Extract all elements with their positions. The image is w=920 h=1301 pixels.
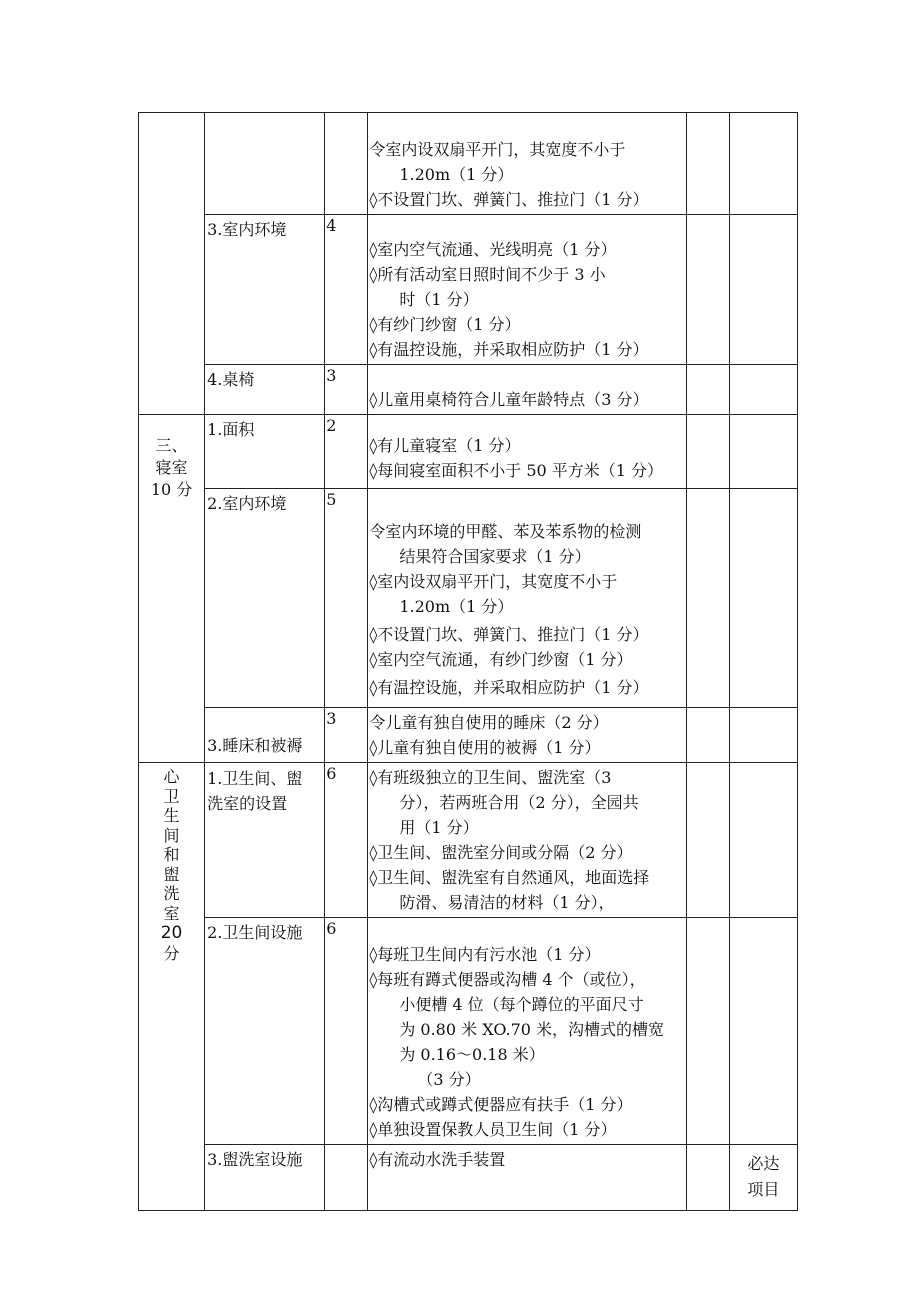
criteria-cell — [368, 489, 686, 708]
remark-cell — [729, 113, 797, 215]
criteria-line: ◊室内空气流通，有纱门纱窗（1 分） — [369, 650, 633, 669]
criteria-line: ◊室内设双扇平开门，其宽度不小于 — [369, 572, 618, 591]
criteria-cell — [368, 415, 686, 489]
category-char: 和 — [163, 845, 180, 864]
table-row — [139, 113, 798, 215]
criteria-line: ◊不设置门坎、弹簧门、推拉门（1 分） — [369, 625, 649, 644]
item-name: 2.卫生间设施 — [205, 918, 325, 1145]
criteria-line: ◊沟槽式或蹲式便器应有扶手（1 分） — [369, 1095, 633, 1114]
table-row — [139, 918, 798, 1145]
criteria-line: ◊有班级独立的卫生间、盥洗室（3 — [369, 768, 612, 787]
actual-score-cell — [686, 918, 729, 1145]
category-score-unit: 分 — [163, 944, 180, 963]
category-bedroom — [139, 415, 205, 763]
actual-score-cell — [686, 365, 729, 415]
criteria-line: 小便槽 4 位（每个蹲位的平面尺寸 — [399, 995, 644, 1014]
item-score — [325, 1145, 368, 1211]
category-score: 10 分 — [150, 480, 193, 499]
category-score: 20 — [160, 923, 183, 943]
remark-cell — [729, 489, 797, 708]
criteria-line: 为 0.80 米 XO.70 米，沟槽式的槽宽 — [399, 1020, 665, 1039]
criteria-line: 令儿童有独自使用的睡床（2 分） — [369, 713, 609, 732]
item-score: 3 — [325, 708, 368, 763]
actual-score-cell — [686, 215, 729, 365]
actual-score-cell — [686, 763, 729, 918]
category-char: 间 — [163, 825, 180, 845]
table-row — [139, 489, 798, 708]
category-char: 室 — [163, 903, 180, 923]
criteria-line: ◊卫生间、盥洗室分间或分隔（2 分） — [369, 843, 633, 862]
criteria-line: ◊卫生间、盥洗室有自然通风，地面选择 — [369, 868, 650, 887]
item-score: 4 — [325, 215, 368, 365]
actual-score-cell — [686, 489, 729, 708]
criteria-line: 令室内环境的甲醛、苯及苯系物的检测 — [369, 522, 642, 541]
criteria-line: ◊每班卫生间内有污水池（1 分） — [369, 945, 601, 964]
criteria-line: （3 分） — [417, 1070, 481, 1089]
remark-cell — [729, 708, 797, 763]
criteria-line: 时（1 分） — [399, 290, 479, 309]
evaluation-table — [138, 112, 798, 1211]
criteria-line: 1.20m（1 分） — [399, 165, 514, 184]
category-char: 盥 — [163, 864, 180, 884]
category-char: 卫 — [163, 786, 180, 806]
item-score: 2 — [325, 415, 368, 489]
criteria-line: ◊单独设置保教人员卫生间（1 分） — [369, 1120, 617, 1139]
criteria-line: ◊不设置门坎、弹簧门、推拉门（1 分） — [369, 190, 649, 209]
score-cell — [325, 113, 368, 215]
item-score: 3 — [325, 365, 368, 415]
item-score: 5 — [325, 489, 368, 708]
criteria-line: 1.20m（1 分） — [399, 597, 514, 616]
criteria-line: ◊有儿童寝室（1 分） — [369, 436, 521, 455]
actual-score-cell — [686, 1145, 729, 1211]
remark-cell — [729, 1145, 797, 1211]
criteria-line: 令室内设双扇平开门，其宽度不小于 — [369, 140, 626, 159]
remark-cell — [729, 415, 797, 489]
category-char: 洗 — [163, 884, 180, 903]
actual-score-cell — [686, 415, 729, 489]
item-name: 1.面积 — [205, 415, 325, 489]
criteria-cell — [368, 215, 686, 365]
table-row — [139, 215, 798, 365]
category-label: 寝室 — [155, 458, 188, 477]
criteria-line: ◊有纱门纱窗（1 分） — [369, 315, 521, 334]
item-name: 2.室内环境 — [205, 489, 325, 708]
criteria-cell — [368, 763, 686, 918]
table-row — [139, 708, 798, 763]
criteria-line: 分），若两班合用（2 分），全园共 — [399, 793, 639, 812]
item-name — [205, 763, 325, 918]
criteria-line: 用（1 分） — [399, 818, 479, 837]
remark-cell — [729, 763, 797, 918]
criteria-line: 为 0.16～0.18 米） — [399, 1045, 545, 1064]
criteria-line: ◊室内空气流通、光线明亮（1 分） — [369, 240, 617, 259]
category-char: 心 — [163, 767, 180, 786]
remark-cell — [729, 365, 797, 415]
criteria-line: ◊每班有蹲式便器或沟槽 4 个（或位）， — [369, 970, 646, 989]
item-name-line: 洗室的设置 — [207, 794, 288, 813]
criteria-line: ◊每间寝室面积不小于 50 平方米（1 分） — [369, 461, 664, 480]
actual-score-cell — [686, 113, 729, 215]
criteria-line: ◊儿童有独自使用的被褥（1 分） — [369, 738, 601, 757]
item-name-line: 1.卫生间、盥 — [207, 769, 303, 788]
category-toilet — [139, 763, 205, 1211]
item-name: 3.睡床和被褥 — [205, 708, 325, 763]
criteria-cell — [368, 918, 686, 1145]
item-name: 3.室内环境 — [205, 215, 325, 365]
remark-line: 项目 — [747, 1180, 780, 1199]
remark-cell — [729, 215, 797, 365]
actual-score-cell — [686, 708, 729, 763]
table-row — [139, 415, 798, 489]
criteria-line: 结果符合国家要求（1 分） — [399, 547, 591, 566]
remark-cell — [729, 918, 797, 1145]
table-row — [139, 763, 798, 918]
category-cell-continued — [139, 113, 205, 415]
criteria-cell — [368, 1145, 686, 1211]
category-char: 生 — [163, 806, 180, 825]
table-row — [139, 1145, 798, 1211]
item-name: 3.盥洗室设施 — [205, 1145, 325, 1211]
criteria-line: ◊有温控设施，并采取相应防护（1 分） — [369, 678, 649, 697]
item-score: 6 — [325, 918, 368, 1145]
criteria-line: ◊有温控设施，并采取相应防护（1 分） — [369, 340, 649, 359]
criteria-cell — [368, 365, 686, 415]
table-row — [139, 365, 798, 415]
remark-line: 必达 — [747, 1154, 780, 1173]
criteria-line: ◊所有活动室日照时间不少于 3 小 — [369, 265, 606, 284]
criteria-cell — [368, 113, 686, 215]
criteria-cell — [368, 708, 686, 763]
item-score: 6 — [325, 763, 368, 918]
item-cell — [205, 113, 325, 215]
item-name: 4.桌椅 — [205, 365, 325, 415]
category-label: 三、 — [155, 436, 188, 455]
criteria-line: 防滑、易清洁的材料（1 分）， — [399, 893, 615, 912]
criteria-line: ◊有流动水洗手装置 — [369, 1150, 506, 1169]
criteria-line: ◊儿童用桌椅符合儿童年龄特点（3 分） — [369, 390, 649, 409]
